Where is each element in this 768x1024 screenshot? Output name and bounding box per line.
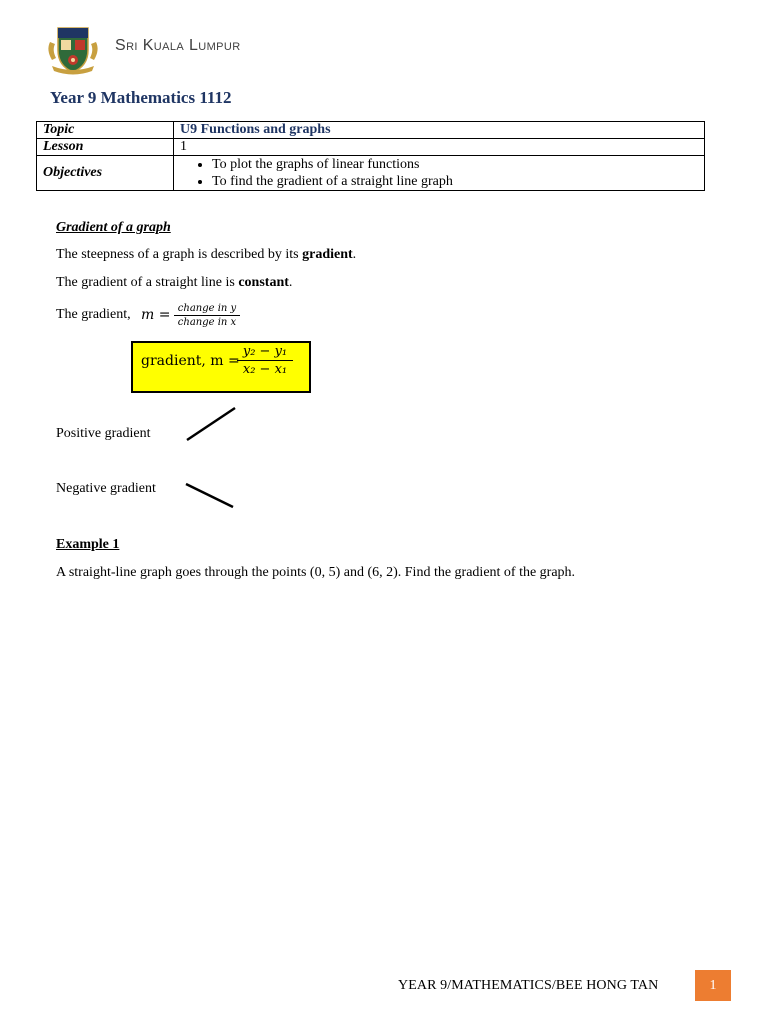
bold-term: gradient bbox=[302, 247, 353, 262]
gradient-fraction bbox=[174, 303, 240, 328]
formula-label: gradient, m = bbox=[141, 353, 240, 369]
school-name: Sri Kuala Lumpur bbox=[115, 37, 241, 54]
formula-numerator: y₂ − y₁ bbox=[237, 344, 293, 361]
positive-gradient-line bbox=[187, 408, 235, 440]
table-row-objectives bbox=[37, 156, 705, 191]
example-text: A straight-line graph goes through the points (0, 5) and (6, 2). Find the gradient of the graph. bbox=[56, 565, 576, 580]
document-title: Year 9 Mathematics 1112 bbox=[50, 88, 232, 107]
paragraph-steepness bbox=[56, 247, 356, 263]
fraction-numerator: change in y bbox=[174, 303, 240, 316]
negative-gradient-label: Negative gradient bbox=[56, 481, 156, 496]
table-row-topic bbox=[37, 122, 705, 139]
negative-gradient-line bbox=[186, 484, 233, 507]
example-heading: Example 1 bbox=[56, 537, 120, 552]
footer-text: YEAR 9/MATHEMATICS/BEE HONG TAN bbox=[398, 978, 659, 993]
lesson-value: 1 bbox=[174, 139, 705, 156]
school-crest-logo bbox=[44, 20, 102, 78]
formula-denominator: x₂ − x₁ bbox=[242, 362, 288, 377]
paragraph-constant bbox=[56, 275, 292, 291]
paragraph-text: . bbox=[352, 247, 357, 262]
page-number: 1 bbox=[695, 970, 731, 1001]
paragraph-gradient-definition: The gradient, bbox=[56, 307, 131, 322]
paragraph-text: The gradient of a straight line is bbox=[56, 275, 239, 290]
formula-fraction bbox=[237, 344, 293, 377]
objectives-list bbox=[180, 156, 698, 190]
objectives-label: Objectives bbox=[37, 156, 174, 191]
topic-value: U9 Functions and graphs bbox=[174, 122, 705, 139]
topic-label: Topic bbox=[37, 122, 174, 139]
lesson-label: Lesson bbox=[37, 139, 174, 156]
table-row-lesson bbox=[37, 139, 705, 156]
lesson-info-table bbox=[36, 121, 705, 191]
objective-item: • To plot the graphs of linear functions bbox=[212, 156, 698, 173]
positive-gradient-label: Positive gradient bbox=[56, 426, 151, 441]
paragraph-text: . bbox=[288, 275, 293, 290]
objective-item: • To find the gradient of a straight line graph bbox=[212, 173, 698, 190]
bold-term: constant bbox=[238, 275, 289, 290]
paragraph-text: The steepness of a graph is described by its bbox=[56, 247, 303, 262]
fraction-denominator: change in x bbox=[177, 317, 237, 328]
gradient-variable: m = bbox=[141, 307, 171, 323]
gradient-illustrations bbox=[180, 400, 250, 515]
objectives-cell bbox=[174, 156, 705, 191]
section-heading: Gradient of a graph bbox=[56, 220, 171, 235]
